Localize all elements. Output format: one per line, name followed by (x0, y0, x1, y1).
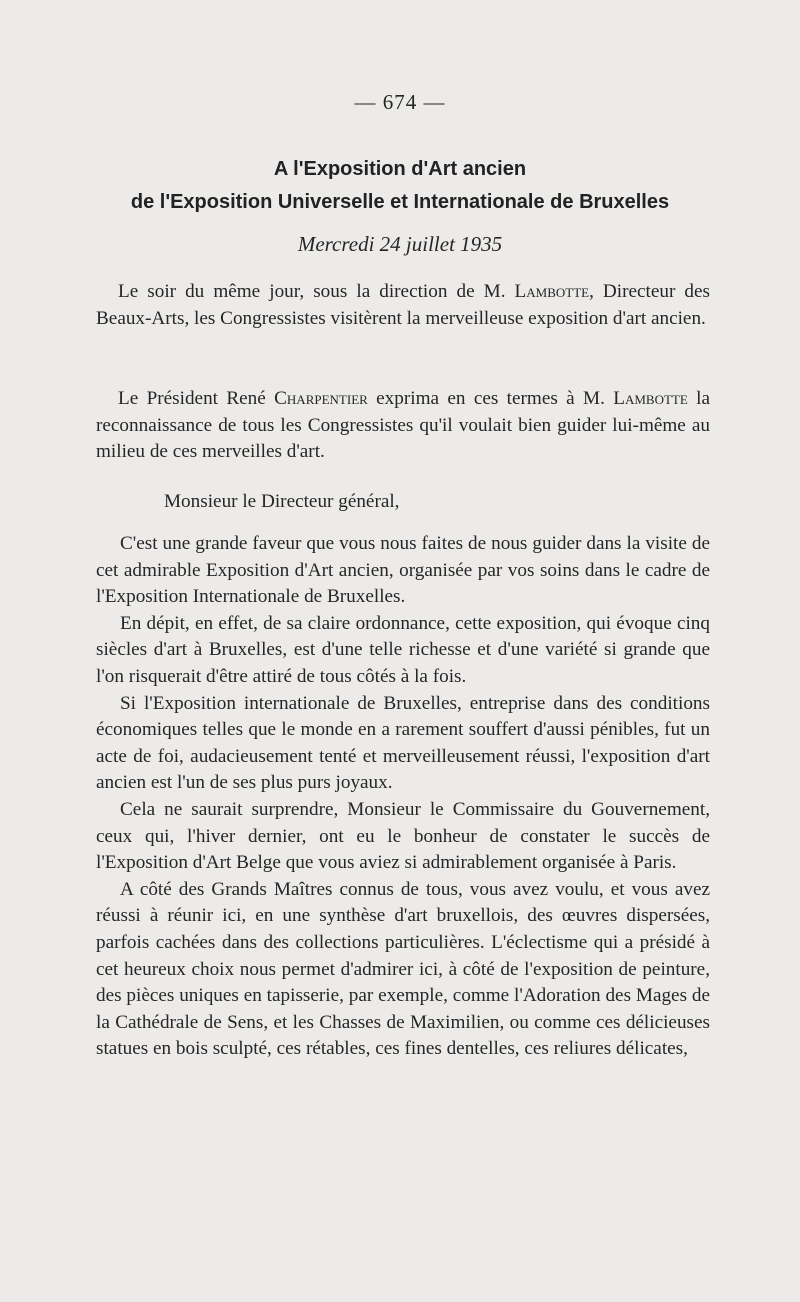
speech-paragraph: C'est une grande faveur que vous nous faites de nous guider dans la visite de cet admirable Exposition d'Art ancien, organisée par vos soins dans le cadre de l'Exposition Internationale de Bruxelles. (96, 533, 710, 608)
paragraph (96, 279, 710, 332)
speech-paragraph: Cela ne saurait surprendre, Monsieur le Commissaire du Gouvernement, ceux qui, l'hiver dernier, ont eu le bonheur de constater le succès de l'Exposition d'Art Belge que vous aviez si admirablement organisée à Paris. (96, 798, 710, 874)
speech-body (96, 531, 710, 1063)
article-subtitle: de l'Exposition Universelle et Internationale de Bruxelles (130, 191, 670, 213)
text-run: Le Président René (118, 388, 275, 409)
text-run: exprima en ces termes à M. (367, 388, 614, 409)
speech-paragraph: En dépit, en effet, de sa claire ordonnance, cette exposition, qui évoque cinq siècles d'art à Bruxelles, est d'une telle richesse et d'une variété si grande que l'on risquerait d'être attiré de tous côtés à la fois. (96, 612, 710, 687)
page-number: — 674 — (354, 90, 446, 114)
text-run: Le soir du même jour, sous la direction de M. (118, 281, 515, 302)
speech-paragraph: Si l'Exposition internationale de Bruxelles, entreprise dans des conditions économiques telles que le monde en a rarement souffert d'aussi pénibles, fut un acte de foi, audacieusement tenté et merveilleusement réussi, l'exposition d'art ancien est l'un de ses plus purs joyaux. (96, 692, 710, 794)
salutation: Monsieur le Directeur général, (164, 491, 400, 512)
person-name: Charpentier (274, 388, 368, 409)
paragraph-intro (96, 279, 710, 332)
text-run: la reconnaissance de tous les Congressistes qu'il voulait bien guider lui-même au milieu de ces merveilles d'art. (96, 388, 710, 463)
article-title: A l'Exposition d'Art ancien (273, 158, 527, 180)
date-line: Mercredi 24 juillet 1935 (297, 232, 503, 256)
person-name: Lambotte (613, 388, 688, 409)
text-run: , Directeur des Beaux-Arts, les Congressistes visitèrent la merveilleuse exposition d'art ancien. (96, 281, 710, 329)
person-name: Lambotte (514, 281, 590, 302)
speech-paragraph: A côté des Grands Maîtres connus de tous, vous avez voulu, et vous avez réussi à réunir ici, en une synthèse d'art bruxellois, des œuvres dispersées, parfois cachées dans des collections particulières. L'éclectisme qui a présidé à cet heureux choix nous permet d'admirer ici, à côté de l'exposition de peinture, des pièces uniques en tapisserie, par exemple, comme l'Adoration des Mages de la Cathédrale de Sens, et les Chasses de Maximilien, ou comme ces délicieuses statues en bois sculpté, ces rétables, ces fines dentelles, ces reliures délicates, (96, 878, 710, 1060)
paragraph (96, 386, 710, 466)
paragraph-president (96, 386, 710, 466)
